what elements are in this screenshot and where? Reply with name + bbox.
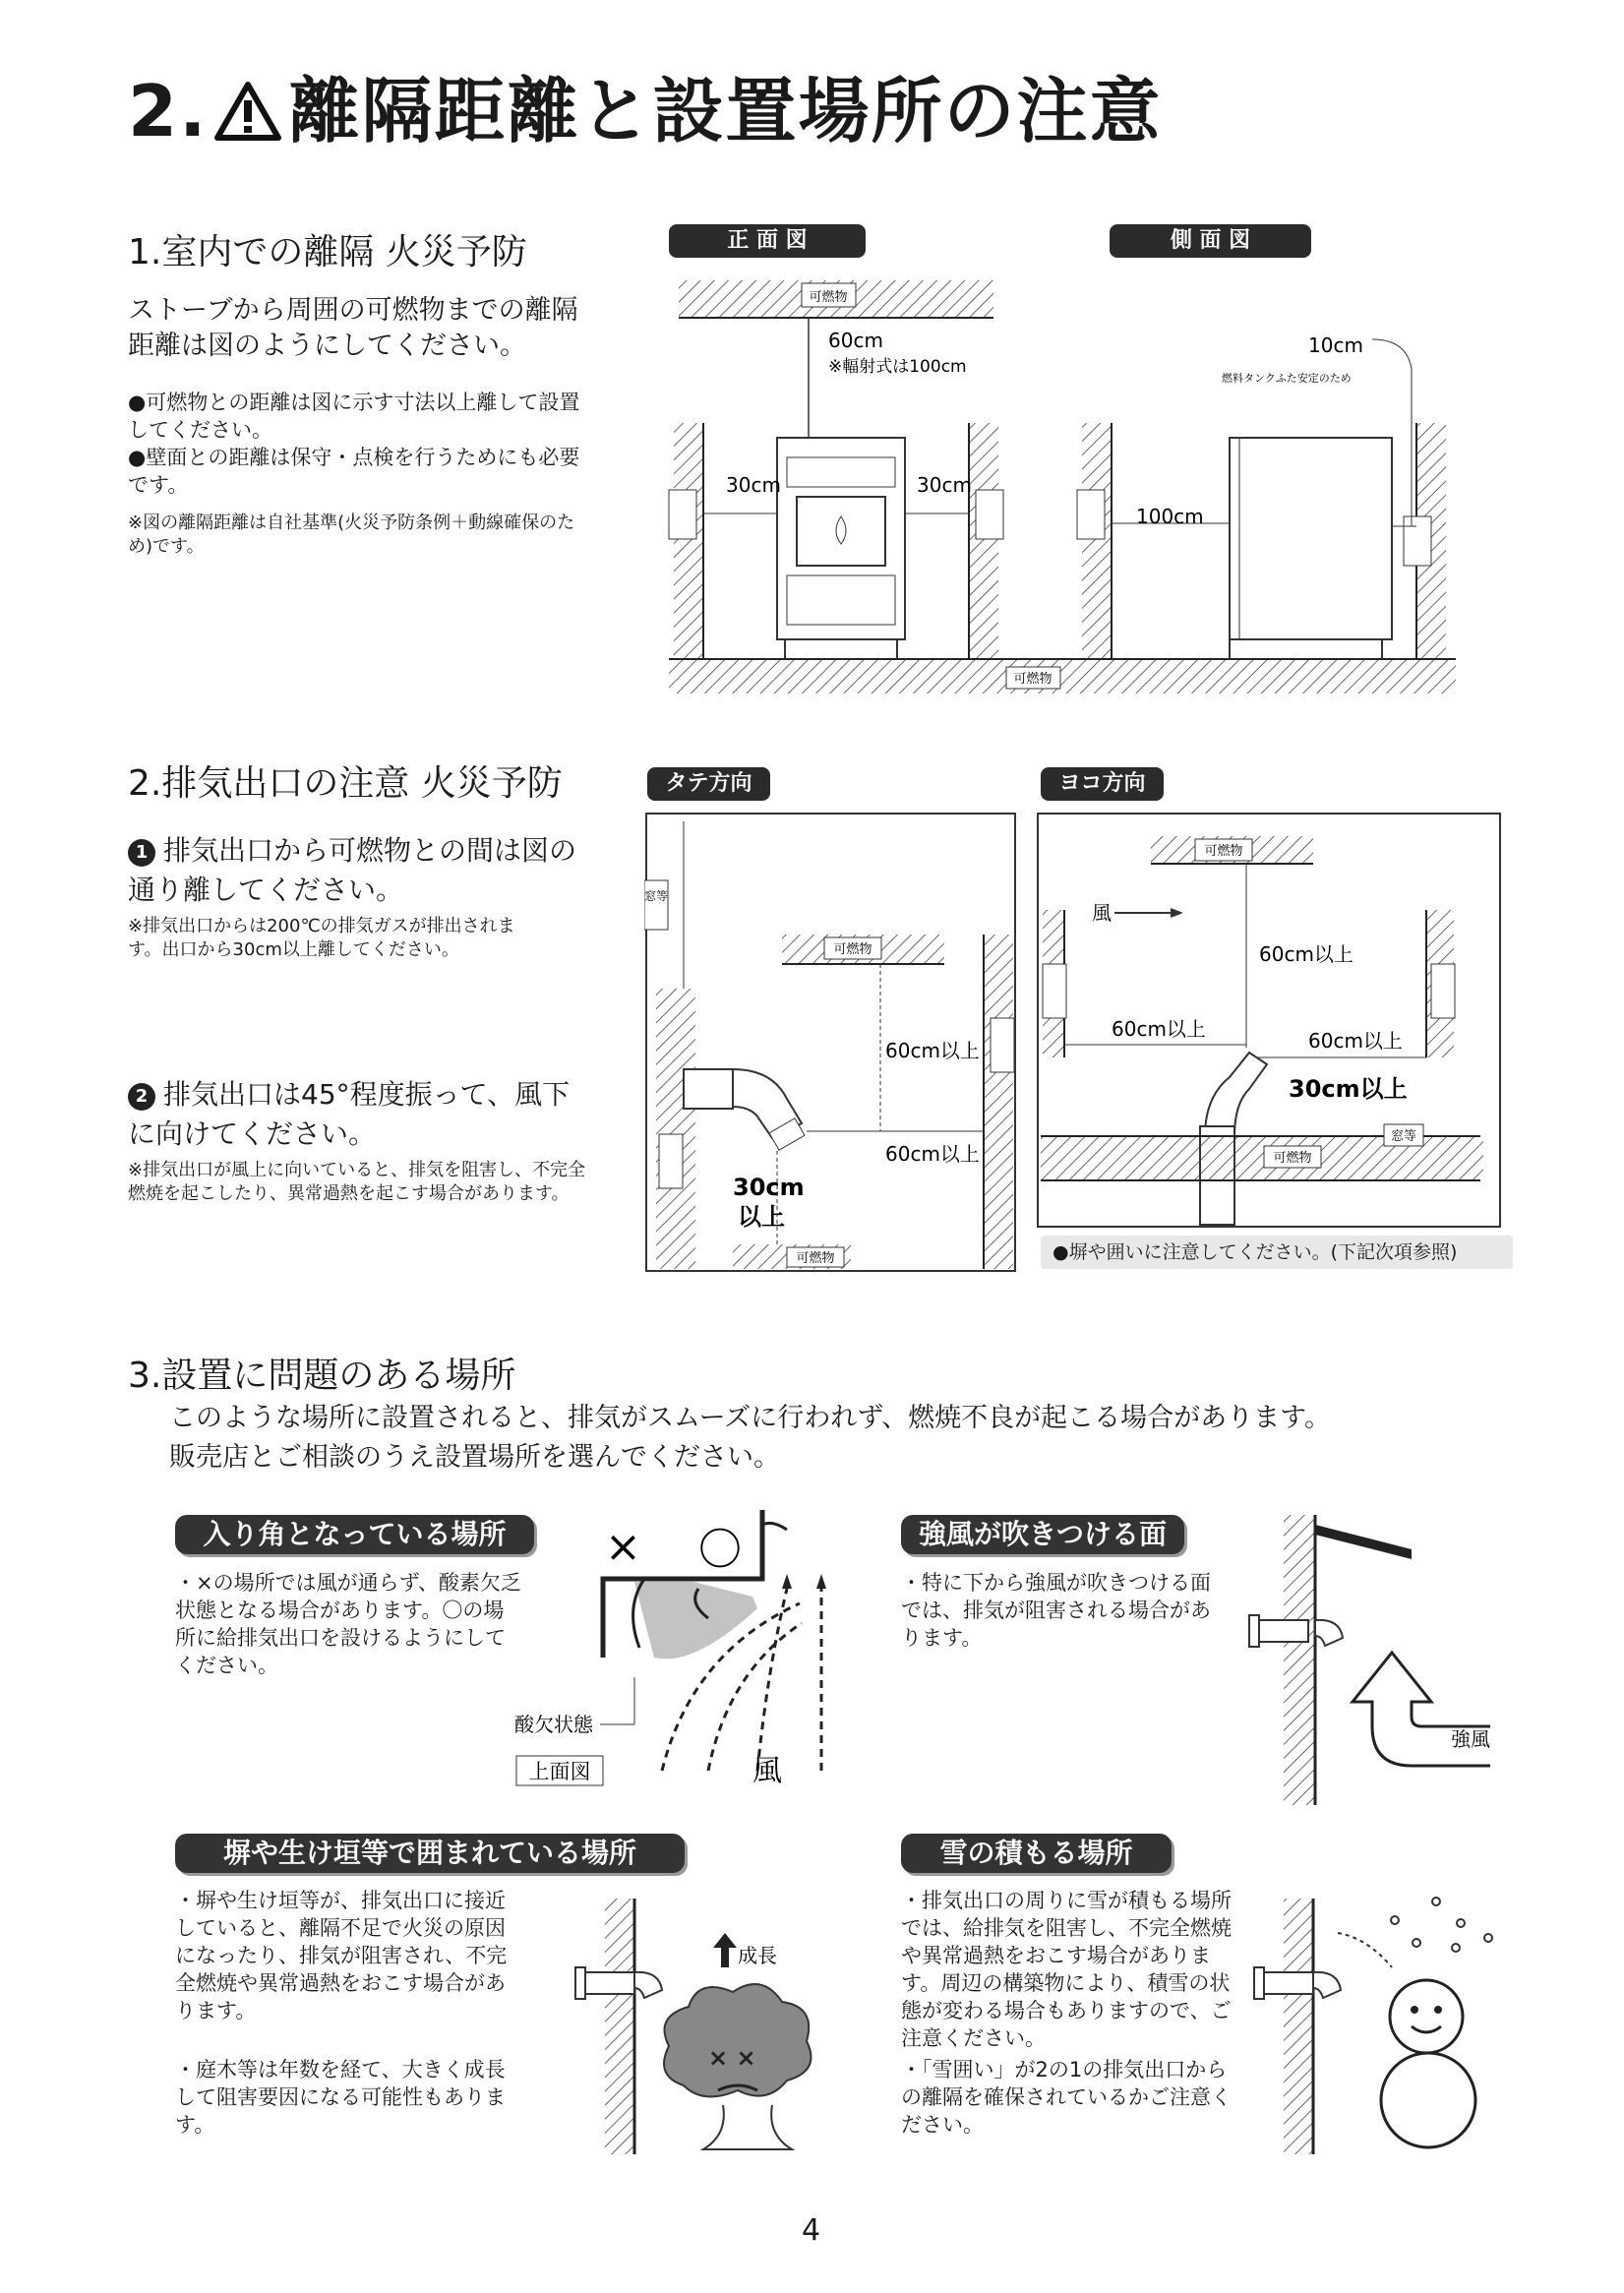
section2-point1-note: ※排気出口からは200℃の排気ガスが排出されます。出口から30cm以上離してください。 <box>128 916 515 960</box>
point2-text: 排気出口は45°程度振って、風下に向けてください。 <box>128 1078 571 1150</box>
front-right-distance: 30cm <box>917 473 972 497</box>
vertical-distance-down-b: 以上 <box>738 1203 785 1231</box>
warning-icon <box>213 81 282 142</box>
horizontal-window: 窓等 <box>1390 1129 1417 1144</box>
horizontal-floor-combustible: 可燃物 <box>1273 1151 1312 1166</box>
horizontal-distance-right: 60cm以上 <box>1308 1029 1403 1053</box>
fence-text2: ・庭木等は年数を経て、大きく成長して阻害要因になる可能性もあります。 <box>175 2058 506 2137</box>
vertical-floor-combustible: 可燃物 <box>796 1251 835 1266</box>
title-text: 離隔距離と設置場所の注意 <box>288 70 1163 152</box>
section2-point2 <box>128 1075 590 1154</box>
inside-corner-text: ・×の場所では風が通らず、酸素欠乏状態となる場合があります。〇の場所に給排気出口を設けるようにしてください。 <box>175 1571 521 1677</box>
vertical-direction-label: タテ方向 <box>647 767 770 801</box>
section1-bullet1: ●可燃物との距離は図に示す寸法以上離して設置してください。 <box>128 391 580 442</box>
horizontal-distance-30: 30cm以上 <box>1289 1075 1408 1103</box>
vertical-window: 窓等 <box>644 889 669 903</box>
strong-wind-title: 強風が吹きつける面 <box>901 1515 1184 1554</box>
floor-hatch <box>669 659 1456 694</box>
svg-text:× ×: × × <box>708 2044 756 2072</box>
snow-title: 雪の積もる場所 <box>901 1834 1172 1873</box>
page-title <box>128 54 1162 156</box>
section3-intro2: 販売店とご相談のうえ設置場所を選んでください。 <box>169 1442 780 1473</box>
front-top-distance: 60cm <box>828 329 883 352</box>
title-number: 2. <box>128 70 209 152</box>
oxygen-deficiency-label: 酸欠状態 <box>514 1713 593 1736</box>
horizontal-distance-left: 60cm以上 <box>1112 1017 1206 1041</box>
good-mark: 〇 <box>698 1525 742 1575</box>
clearance-diagram <box>659 266 1466 708</box>
section1-note: ※図の離隔距離は自社基準(火災予防条例＋動線確保のため)です。 <box>128 513 575 557</box>
horizontal-note: ●塀や囲いに注意してください。(下記次項参照) <box>1041 1236 1513 1269</box>
top-view-label: 上面図 <box>528 1760 591 1783</box>
strong-wind-text: ・特に下から強風が吹きつける面では、排気が阻害される場合があります。 <box>901 1571 1211 1650</box>
side-back-note: 燃料タンクふた安定のため <box>1222 372 1352 385</box>
wind-label: 風 <box>1092 901 1112 925</box>
vertical-distance-up: 60cm以上 <box>885 1039 980 1062</box>
vertical-ceiling-combustible: 可燃物 <box>833 942 872 957</box>
side-view-label: 側 面 図 <box>1110 224 1311 258</box>
fence-text1: ・塀や生け垣等が、排気出口に接近していると、離隔不足で火災の原因になったり、排気が阻害され、不完全燃焼や異常過熱をおこす場合があります。 <box>175 1889 508 2022</box>
strong-wind-label: 強風 <box>1451 1727 1490 1751</box>
side-front-distance: 100cm <box>1136 505 1204 528</box>
front-left-distance: 30cm <box>726 473 781 497</box>
point1-text: 排気出口から可燃物との間は図の通り離してください。 <box>128 834 577 906</box>
floor-combustible: 可燃物 <box>1013 672 1053 687</box>
front-view-label: 正 面 図 <box>669 224 866 258</box>
bad-mark: × <box>605 1522 641 1572</box>
inside-corner-title: 入り角となっている場所 <box>175 1515 534 1554</box>
section2-heading: 2.排気出口の注意 火災予防 <box>128 763 563 804</box>
fence-diagram <box>566 1894 861 2159</box>
snow-diagram <box>1249 1894 1515 2159</box>
side-back-distance: 10cm <box>1308 333 1363 357</box>
exhaust-diagram <box>644 812 1510 1284</box>
front-top-note: ※輻射式は100cm <box>828 357 967 377</box>
vertical-distance-side: 60cm以上 <box>885 1142 980 1166</box>
wind-text: 風 <box>752 1754 782 1788</box>
section2-point1 <box>128 831 590 910</box>
strong-wind-diagram <box>1244 1505 1510 1810</box>
point2-number: 2 <box>128 1083 155 1111</box>
growth-label: 成長 <box>738 1944 777 1967</box>
snow-text1: ・排気出口の周りに雪が積もる場所では、給排気を阻害し、不完全燃焼や異常過熱をおこす場合があります。周辺の構築物により、積雪の状態が変わる場合もありますので、ご注意ください。 <box>901 1889 1232 2050</box>
stove-side <box>1230 438 1392 639</box>
horizontal-ceiling-combustible: 可燃物 <box>1204 844 1243 859</box>
point1-number: 1 <box>128 839 155 867</box>
inside-corner-diagram <box>497 1500 861 1790</box>
horizontal-distance-up: 60cm以上 <box>1259 942 1353 966</box>
fence-title: 塀や生け垣等で囲まれている場所 <box>175 1834 685 1873</box>
snow-text2: ・「雪囲い」が2の1の排気出口からの離隔を確保されているかご注意ください。 <box>901 2058 1232 2137</box>
section3-intro1: このような場所に設置されると、排気がスムーズに行われず、燃焼不良が起こる場合があります。 <box>169 1403 1331 1433</box>
vertical-distance-down-a: 30cm <box>733 1174 805 1201</box>
section1-intro: ストーブから周囲の可燃物までの離隔距離は図のようにしてください。 <box>128 295 578 361</box>
front-ceiling-combustible: 可燃物 <box>809 290 848 305</box>
section1-bullet2: ●壁面との距離は保守・点検を行うためにも必要です。 <box>128 446 580 497</box>
section2-point2-note: ※排気出口が風上に向いていると、排気を阻害し、不完全燃焼を起こしたり、異常過熱を起こす場合があります。 <box>128 1160 586 1204</box>
section1-heading: 1.室内での離隔 火災予防 <box>128 232 527 272</box>
section3-heading: 3.設置に問題のある場所 <box>128 1356 516 1396</box>
horizontal-direction-label: ヨコ方向 <box>1041 767 1164 801</box>
page-number: 4 <box>802 2213 821 2248</box>
